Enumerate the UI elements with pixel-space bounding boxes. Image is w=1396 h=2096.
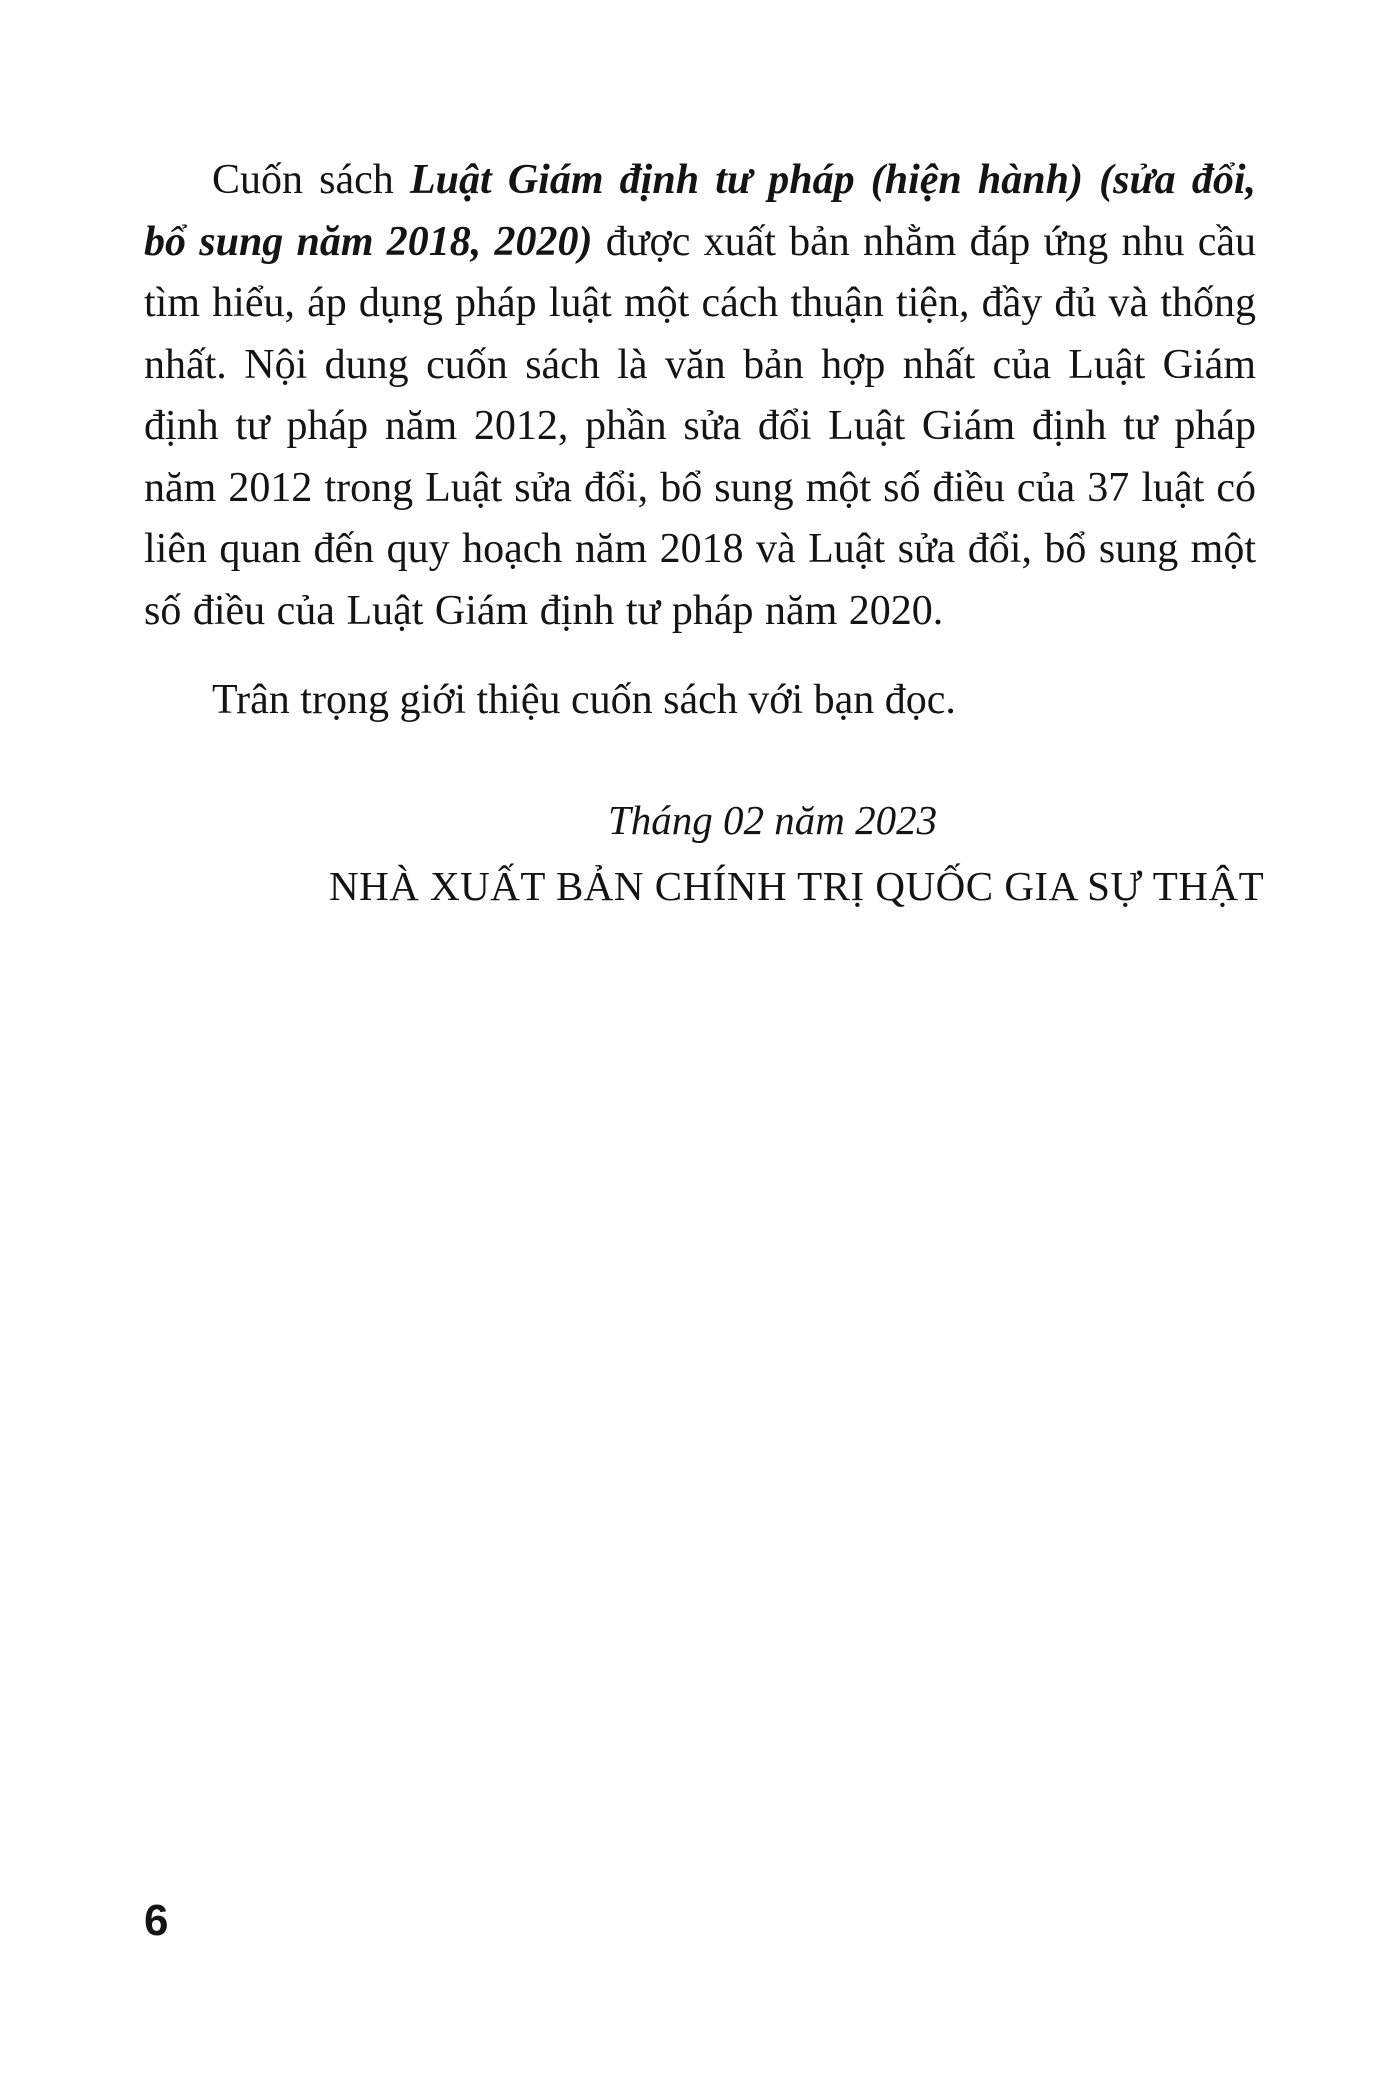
paragraph-intro: Cuốn sách <box>212 157 410 203</box>
foreword-paragraph <box>144 150 1256 642</box>
paragraph-rest: được xuất bản nhằm đáp ứng nhu cầu tìm hiểu, áp dụng pháp luật một cách thuận tiện, đầy đủ và thống nhất. Nội dung cuốn sách là văn bản hợp nhất của Luật Giám định tư pháp năm 2012, phần sửa đổi Luật Giám định tư pháp năm 2012 trong Luật sửa đổi, bổ sung một số điều của 37 luật có liên quan đến quy hoạch năm 2018 và Luật sửa đổi, bổ sung một số điều của Luật Giám định tư pháp năm 2020. <box>144 218 1256 634</box>
closing-sentence: Trân trọng giới thiệu cuốn sách với bạn đọc. <box>212 677 956 723</box>
publisher-name: NHÀ XUẤT BẢN CHÍNH TRỊ QUỐC GIA SỰ THẬT <box>329 863 1265 909</box>
page-number: 6 <box>144 1896 169 1945</box>
signature-date: Tháng 02 năm 2023 <box>608 797 938 843</box>
foreword-body <box>144 150 1256 642</box>
book-title: Luật Giám định tư pháp (hiện hành) (sửa đổi, bổ sung năm 2018, 2020) <box>144 157 1256 265</box>
